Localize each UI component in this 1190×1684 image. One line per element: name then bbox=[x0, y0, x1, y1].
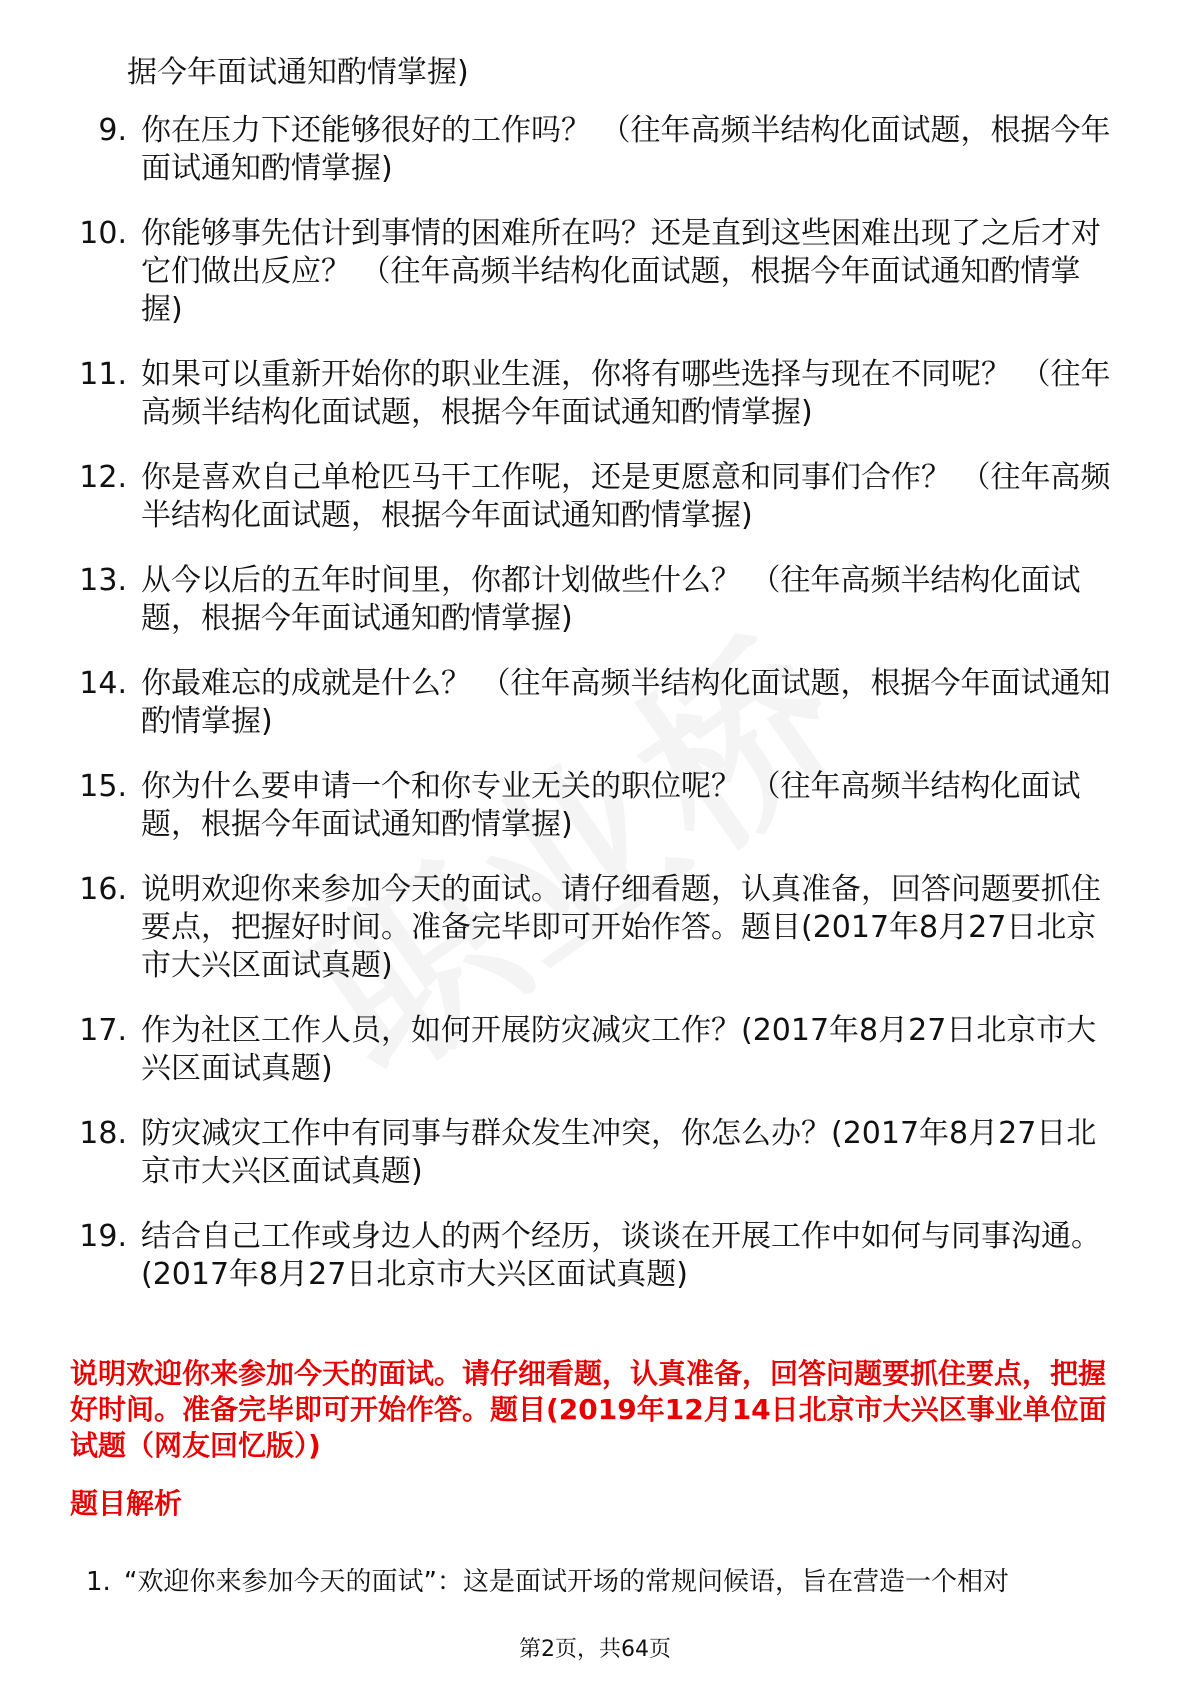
highlighted-question: 说明欢迎你来参加今天的面试。请仔细看题，认真准备，回答问题要抓住要点，把握好时间。准备完毕即可开始作答。题目(2019年12月14日北京市大兴区事业单位面试题（网友回忆版）) bbox=[70, 1357, 1107, 1462]
item-text: 你为什么要申请一个和你专业无关的职位呢？ （往年高频半结构化面试题，根据今年面试通知酌情掌握) bbox=[141, 769, 1081, 842]
item-text: 你是喜欢自己单枪匹马干工作呢，还是更愿意和同事们合作？ （往年高频半结构化面试题，根据今年面试通知酌情掌握) bbox=[141, 460, 1111, 533]
list-item bbox=[50, 562, 1140, 638]
item-number: 11. bbox=[79, 357, 127, 392]
item-number: 19. bbox=[79, 1219, 127, 1254]
list-item bbox=[50, 459, 1140, 535]
list-item bbox=[50, 112, 1140, 188]
item-text: 说明欢迎你来参加今天的面试。请仔细看题，认真准备，回答问题要抓住要点，把握好时间。准备完毕即可开始作答。题目(2017年8月27日北京市大兴区面试真题) bbox=[141, 872, 1101, 983]
item-text: 如果可以重新开始你的职业生涯，你将有哪些选择与现在不同呢？ （往年高频半结构化面试题，根据今年面试通知酌情掌握) bbox=[141, 357, 1111, 430]
item-number: 18. bbox=[79, 1116, 127, 1151]
item-number: 1. bbox=[86, 1567, 111, 1597]
page-footer: 第2页，共64页 bbox=[519, 1637, 671, 1662]
list-item bbox=[50, 1115, 1140, 1191]
item-number: 9. bbox=[98, 113, 127, 148]
item-text: 从今以后的五年时间里，你都计划做些什么？ （往年高频半结构化面试题，根据今年面试通知酌情掌握) bbox=[141, 563, 1081, 636]
continued-text: 据今年面试通知酌情掌握) bbox=[127, 55, 469, 90]
item-text: 作为社区工作人员，如何开展防灾减灾工作？(2017年8月27日北京市大兴区面试真题) bbox=[141, 1013, 1097, 1086]
item-text: 你在压力下还能够很好的工作吗？ （往年高频半结构化面试题，根据今年面试通知酌情掌握) bbox=[141, 113, 1111, 186]
item-text: 防灾减灾工作中有同事与群众发生冲突，你怎么办？(2017年8月27日北京市大兴区面试真题) bbox=[141, 1116, 1097, 1189]
list-item bbox=[50, 768, 1140, 844]
item-number: 10. bbox=[79, 216, 127, 251]
item-text: 结合自己工作或身边人的两个经历，谈谈在开展工作中如何与同事沟通。(2017年8月27日北京市大兴区面试真题) bbox=[141, 1219, 1101, 1292]
item-text: “欢迎你来参加今天的面试”：这是面试开场的常规问候语，旨在营造一个相对 bbox=[124, 1567, 1009, 1597]
item-text: 你能够事先估计到事情的困难所在吗？还是直到这些困难出现了之后才对它们做出反应？ （往年高频半结构化面试题，根据今年面试通知酌情掌握) bbox=[141, 216, 1101, 327]
list-item bbox=[50, 1218, 1140, 1294]
list-item bbox=[50, 215, 1140, 329]
item-number: 16. bbox=[79, 872, 127, 907]
item-number: 17. bbox=[79, 1013, 127, 1048]
question-list bbox=[50, 112, 1140, 1321]
list-item bbox=[50, 665, 1140, 741]
list-item bbox=[50, 356, 1140, 432]
list-item bbox=[50, 871, 1140, 985]
item-number: 14. bbox=[79, 666, 127, 701]
list-item bbox=[50, 1012, 1140, 1088]
item-number: 13. bbox=[79, 563, 127, 598]
item-number: 12. bbox=[79, 460, 127, 495]
section-heading: 题目解析 bbox=[70, 1487, 183, 1520]
analysis-item bbox=[86, 1565, 1146, 1599]
item-number: 15. bbox=[79, 769, 127, 804]
item-text: 你最难忘的成就是什么？ （往年高频半结构化面试题，根据今年面试通知酌情掌握) bbox=[141, 666, 1111, 739]
